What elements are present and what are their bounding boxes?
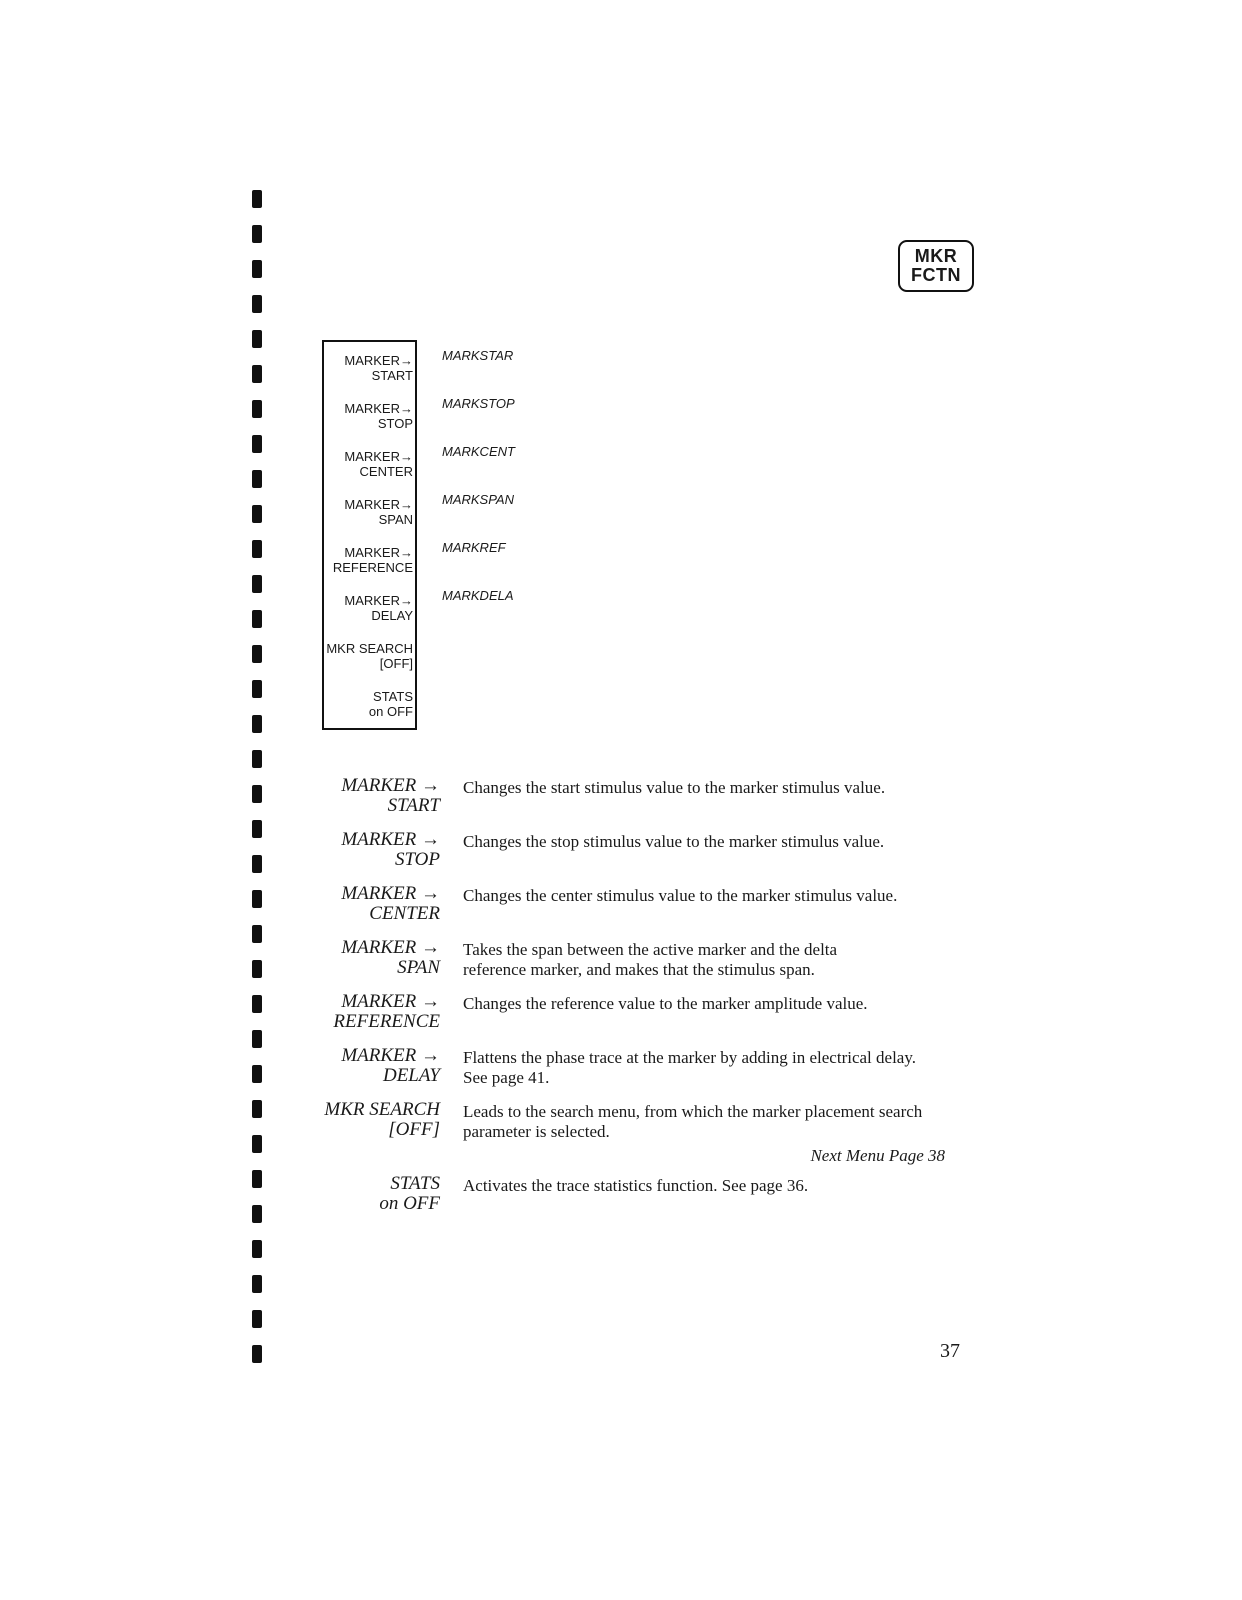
softkey-marker-stop [324,401,413,431]
key-name-line1: MARKER → [341,829,440,850]
key-name-line1: MARKER → [341,1045,440,1066]
hardkey-line1: MKR [914,246,958,266]
softkey-line1: STATS [373,689,413,704]
softkey-line1: MKR SEARCH [326,641,413,656]
key-name-line2: REFERENCE [333,1011,440,1032]
mnemonic-markstar: MARKSTAR [442,348,514,363]
mnemonic-markspan: MARKSPAN [442,492,514,507]
softkey-marker-delay [324,593,413,623]
key-name-line1: MARKER → [341,937,440,958]
key-name-line2: STOP [394,849,440,870]
mnemonic-markcent: MARKCENT [442,444,515,459]
key-name-line1: STATS [390,1173,440,1194]
softkey-marker-reference [324,545,413,575]
softkey-menu [322,340,417,730]
softkey-line1: MARKER→ [344,353,413,368]
mnemonic-markdela: MARKDELA [442,588,514,603]
desc-text-marker-delay: Flattens the phase trace at the marker by adding in electrical delay. See page 41. [463,1048,916,1087]
key-name-line1: MARKER → [341,775,440,796]
softkey-marker-start [324,353,413,383]
key-name-line1: MARKER → [341,991,440,1012]
softkey-line2: SPAN [378,512,413,527]
key-name-line2: DELAY [382,1065,440,1086]
next-menu-reference: Next Menu Page 38 [810,1146,945,1165]
softkey-marker-center [324,449,413,479]
softkey-line1: MARKER→ [344,545,413,560]
softkey-stats [324,689,413,719]
desc-text-marker-reference: Changes the reference value to the marker amplitude value. [463,994,868,1013]
hardkey-line2: FCTN [911,265,961,285]
softkey-line2: STOP [377,416,413,431]
softkey-marker-span [324,497,413,527]
softkey-line1: MARKER→ [344,449,413,464]
desc-text-marker-center: Changes the center stimulus value to the marker stimulus value. [463,886,898,905]
key-name-line2: SPAN [397,957,440,978]
mnemonic-markstop: MARKSTOP [442,396,515,411]
key-name-line2: [OFF] [388,1119,440,1140]
softkey-line1: MARKER→ [344,593,413,608]
softkey-line2: CENTER [359,464,413,479]
softkey-line1: MARKER→ [344,401,413,416]
desc-text-marker-start: Changes the start stimulus value to the marker stimulus value. [463,778,886,797]
desc-text-stats: Activates the trace statistics function. See page 36. [463,1176,809,1195]
key-name-line2: CENTER [369,903,440,924]
desc-key-marker-start [322,776,440,816]
key-name-line1: MKR SEARCH [324,1099,440,1120]
softkey-mkr-search [324,641,413,671]
desc-text-marker-span: Takes the span between the active marker and the delta reference marker, and makes that the stimulus span. [463,940,838,979]
desc-text-mkr-search: Leads to the search menu, from which the marker placement search parameter is selected. [463,1102,923,1141]
desc-key-marker-stop [322,830,440,870]
page-number: 37 [940,1340,960,1362]
desc-key-mkr-search [322,1100,440,1140]
softkey-line2: START [371,368,413,383]
softkey-line2: REFERENCE [332,560,413,575]
softkey-line1: MARKER→ [344,497,413,512]
mnemonic-markref: MARKREF [442,540,506,555]
key-name-line2: START [387,795,440,816]
softkey-line2: DELAY [371,608,413,623]
desc-key-marker-delay [322,1046,440,1086]
key-name-line1: MARKER → [341,883,440,904]
desc-key-marker-span [322,938,440,978]
binding-holes [252,190,266,1380]
desc-key-marker-center [322,884,440,924]
desc-text-marker-stop: Changes the stop stimulus value to the marker stimulus value. [463,832,885,851]
desc-key-marker-reference [322,992,440,1032]
softkey-line2: on OFF [368,704,413,719]
desc-key-stats [322,1174,440,1214]
softkey-line2: [OFF] [379,656,413,671]
key-name-line2: on OFF [379,1193,440,1214]
mkr-fctn-hardkey [898,240,974,292]
